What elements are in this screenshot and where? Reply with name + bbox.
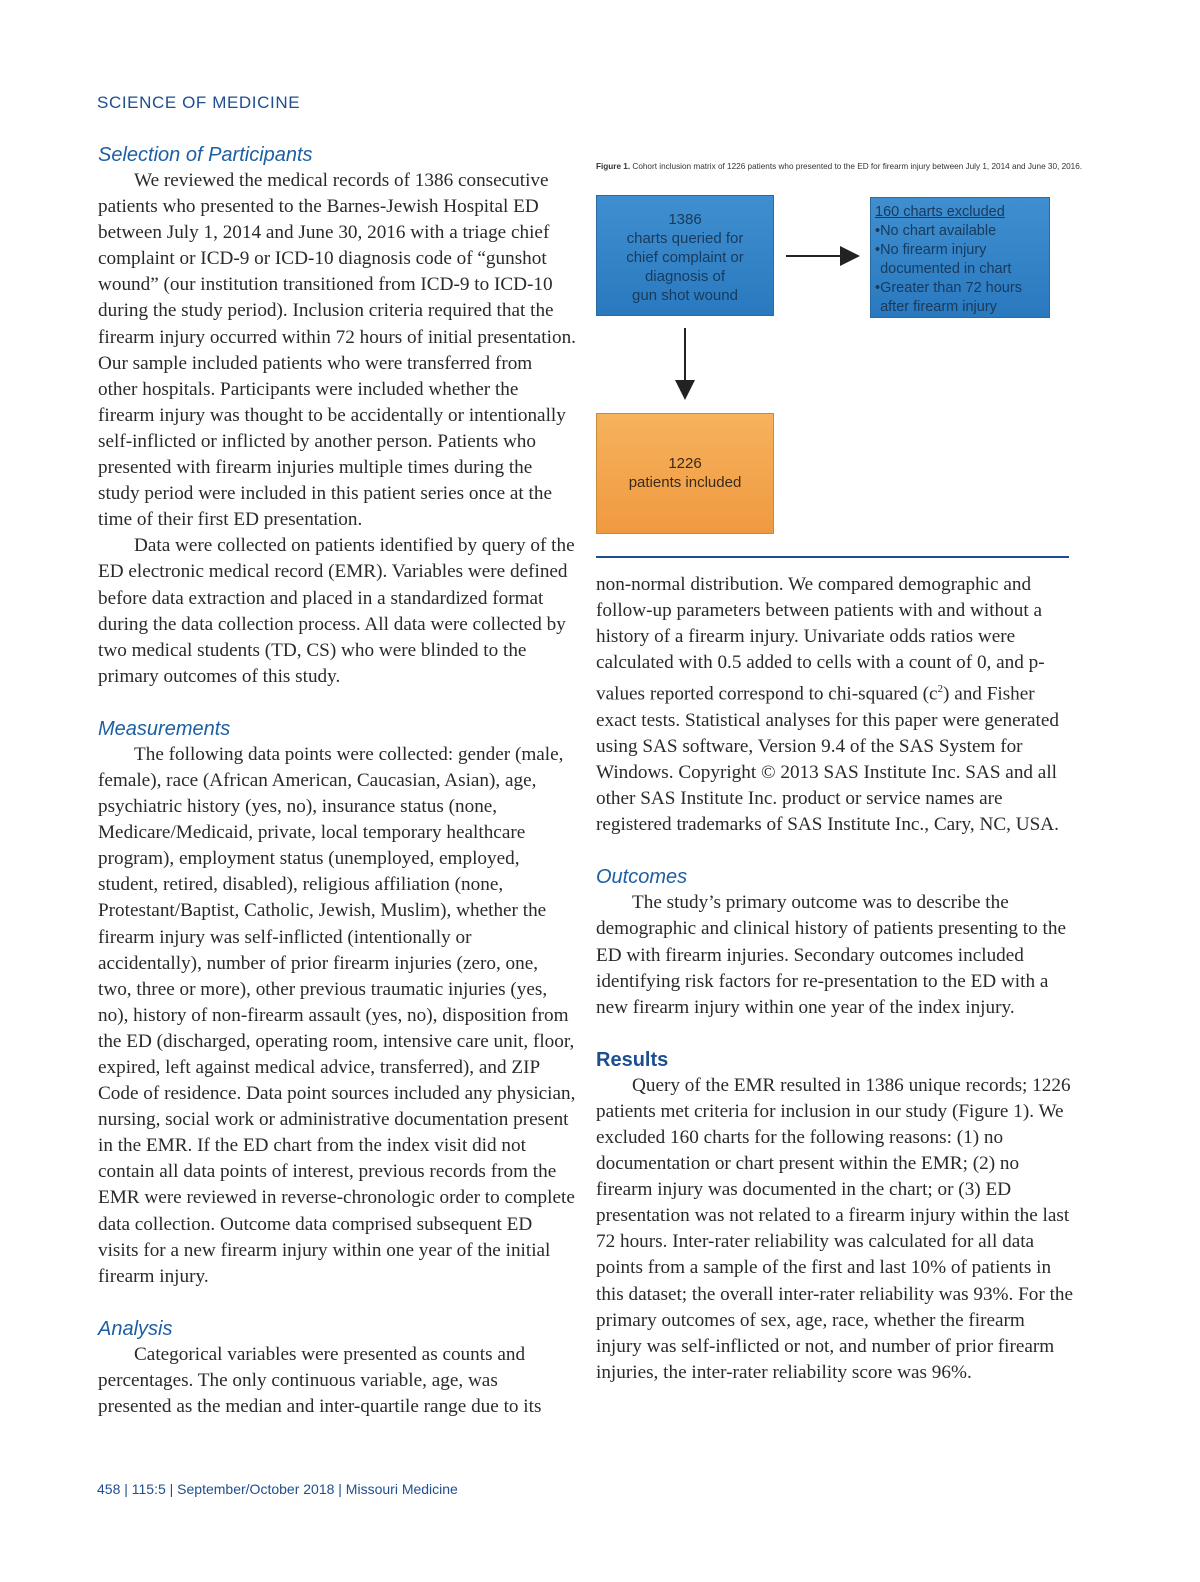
paragraph-results-1: Query of the EMR resulted in 1386 unique records; 1226 patients met criteria for inclusion in our study (Figure 1). We excluded 160 charts for the following reasons: (1) no documentation or chart present within the EMR; (2) no firearm injury was documented in the chart; or (3) ED presentation was not related to a firearm injury within the last 72 hours. Inter-rater reliability was calculated for all data points from a sample of the first and last 10% of patients in this dataset; the overall inter-rater reliability was 93%. For the primary outcomes of sex, age, race, whether the firearm injury was self-inflicted or not, and number of prior firearm injuries, the inter-rater reliability score was 96%. [596,1074,1074,1383]
paragraph-selection-1: We reviewed the medical records of 1386 consecutive patients who presented to the Barnes-Jewish Hospital ED between July 1, 2014 and June 30, 2016 with a triage chief complaint or ICD-9 or ICD-10 diagnosis code of “gunshot wound” (our institution transitioned from ICD-9 to ICD-10 during the study period). Inclusion criteria required that the firearm injury occurred within 72 hours of initial presentation. Our sample included patients who were transferred from other hospitals. Participants were included whether the firearm injury was thought to be accidentally or intentionally self-inflicted or inflicted by another person. Patients who presented with firearm injuries multiple times during the study period were included in this patient series once at the time of their first ED presentation. [98,170,576,531]
heading-analysis: Analysis [98,1317,173,1340]
heading-results: Results [596,1048,669,1071]
excluded-item: •No chart available [875,223,997,239]
excluded-item-continued: documented in chart [880,261,1012,277]
queried-line: charts queried for [626,230,744,247]
queried-charts-box [596,195,774,316]
bullet-icon: • [875,223,881,239]
included-patients-box [596,413,774,534]
left-column [98,142,576,1420]
heading-selection-of-participants: Selection of Participants [98,144,313,166]
paragraph-analysis-continued: non-normal distribution. We compared demographic and follow-up parameters between patients with and without a history of a firearm injury. Univariate odds ratios were calculated with 0.5 added to cells with a count of 0, and p-values reported correspond to chi-squared $(c^2)$ and Fisher exact tests. Statistical analyses for this paper were generated using SAS software, Version 9.4 of the SAS System for Windows. Copyright © 2013 SAS Institute Inc. SAS and all other SAS Institute Inc. product or service names are registered trademarks of SAS Institute Inc., Cary, NC, USA. [596,574,1059,836]
queried-line: 1386 [668,211,702,228]
page-footer: 458 | 115:5 | September/October 2018 | Missouri Medicine [97,1481,458,1497]
spacer [596,838,1074,864]
bullet-icon: • [875,280,881,296]
included-line: 1226 [668,455,702,472]
included-line: patients included [628,474,742,491]
excluded-item: •No firearm injury [875,242,987,258]
heading-outcomes: Outcomes [596,866,688,889]
figure-divider-rule [596,556,1069,558]
queried-line: gun shot wound [632,287,738,304]
paragraph-selection-2: Data were collected on patients identified by query of the ED electronic medical record (EMR). Variables were defined before data extraction and placed in a standardized format during the data collection process. All data were collected by two medical students (TD, CS) who were blinded to the primary outcomes of this study. [98,535,575,687]
excluded-item-continued: after firearm injury [880,299,997,315]
spacer [98,1290,576,1316]
spacer [596,1021,1074,1047]
figure-caption [596,162,1083,171]
queried-line: diagnosis of [644,268,726,285]
right-column [596,572,1074,1386]
cohort-flowchart [594,190,1084,540]
queried-line: chief complaint or [626,249,744,266]
spacer [98,690,576,716]
paragraph-measurements-1: The following data points were collected: gender (male, female), race (African American, Caucasian, Asian), age, psychiatric history (yes, no), insurance status (none, Medicare/Medicaid, private, local temporary healthcare program), employment status (unemployed, employed, student, retired, disabled), religious affiliation (none, Protestant/Baptist, Catholic, Jewish, Muslim), whether the firearm injury was self-inflicted (intentionally or accidentally), number of prior firearm injuries (zero, one, two, three or more), other previous traumatic injuries (yes, no), history of non-firearm assault (yes, no), disposition from the ED (discharged, operating room, intensive care unit, floor, expired, left against medical advice, transferred), and ZIP Code of residence. Data point sources included any physician, nursing, social work or administrative documentation present in the EMR. If the ED chart from the index visit did not contain all data points of interest, previous records from the EMR were reviewed in reverse-chronologic order to complete data collection. Outcome data comprised subsequent ED visits for a new firearm injury within one year of the initial firearm injury. [98,743,576,1287]
paragraph-analysis-1: Categorical variables were presented as counts and percentages. The only continuous variable, age, was presented as the median and inter-quartile range due to its [98,1343,542,1418]
bullet-icon: • [875,242,881,258]
excluded-item: •Greater than 72 hours [875,280,1022,296]
excluded-charts-box [870,197,1050,318]
heading-measurements: Measurements [98,717,231,740]
figure-caption-label: Figure 1. [596,162,631,171]
figure-caption-text: Cohort inclusion matrix of 1226 patients who presented to the ED for firearm injury between July 1, 2014 and June 30, 2016. [630,162,1083,171]
excluded-header: 160 charts excluded [875,204,1005,220]
running-head: SCIENCE OF MEDICINE [97,93,301,112]
paragraph-outcomes-1: The study’s primary outcome was to describe the demographic and clinical history of patients presenting to the ED with firearm injuries. Secondary outcomes included identifying risk factors for re-presentation to the ED with a new firearm injury within one year of the index injury. [596,892,1066,1018]
